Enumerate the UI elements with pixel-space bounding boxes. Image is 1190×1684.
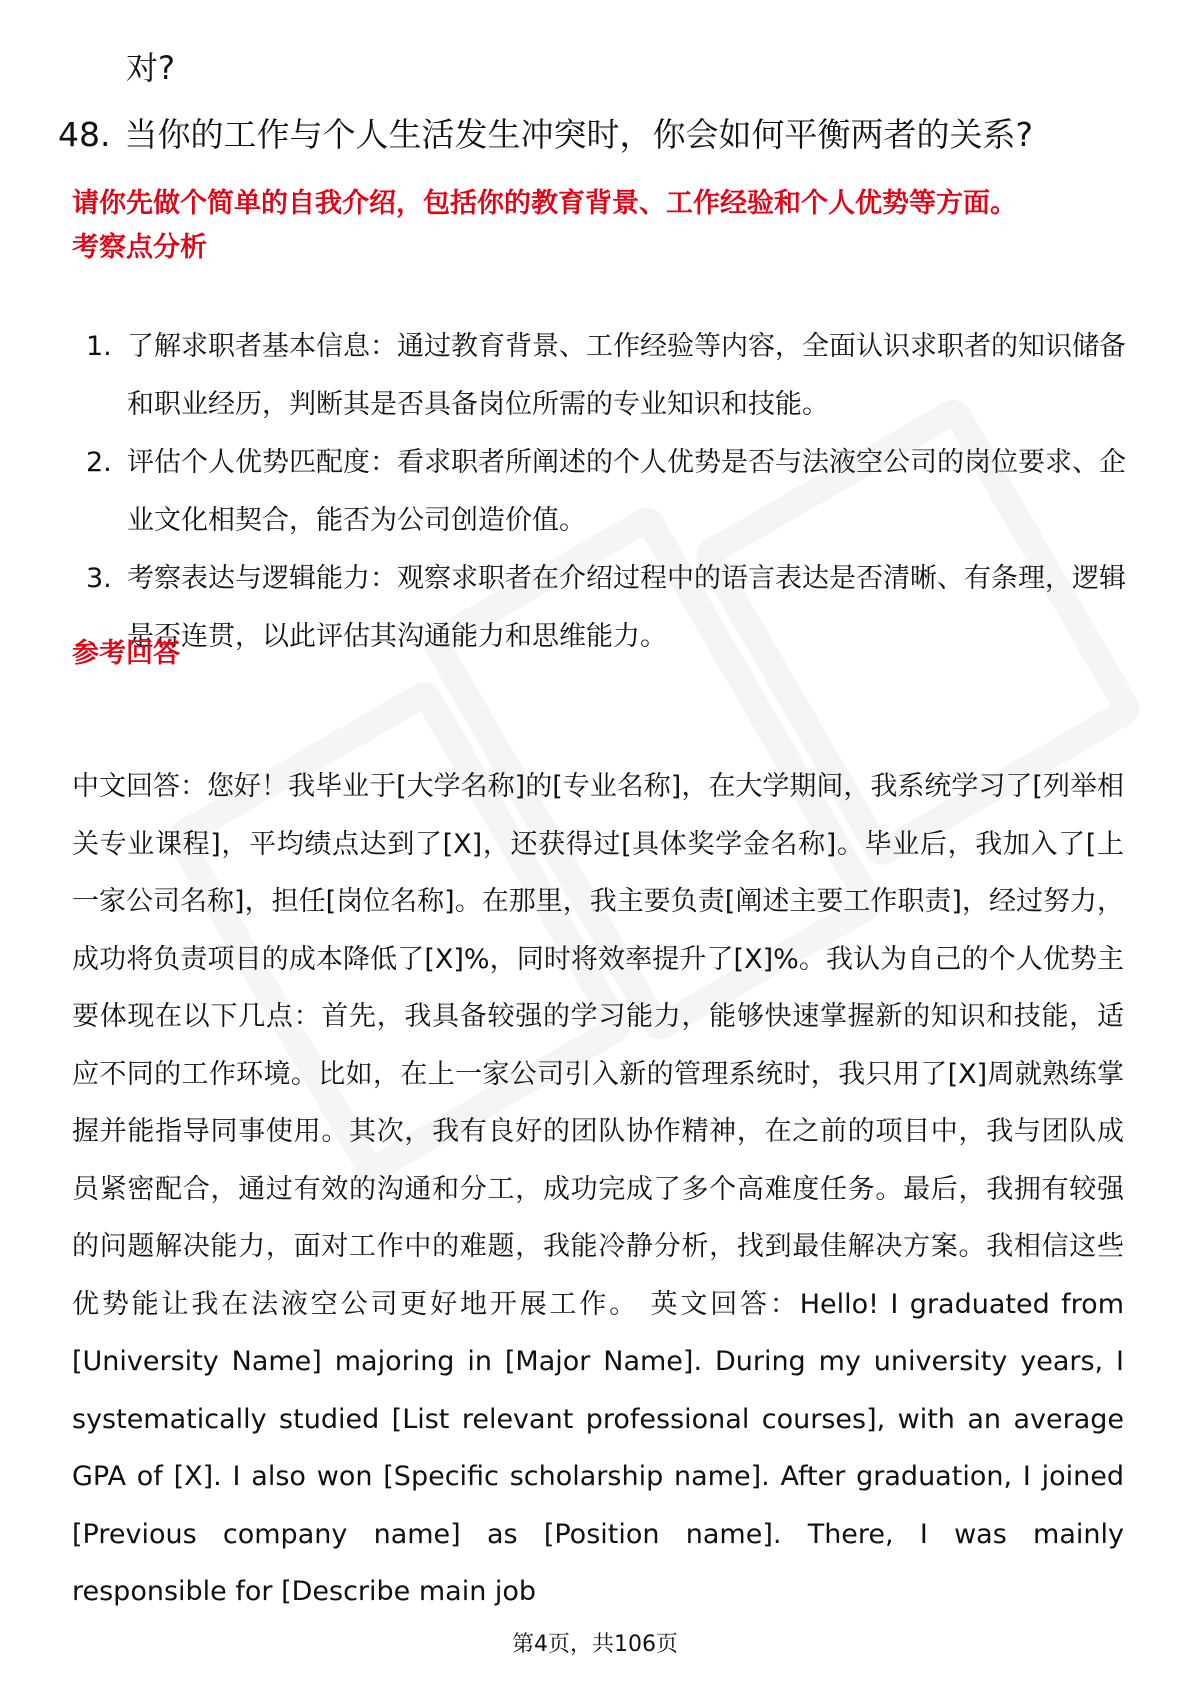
analysis-item xyxy=(72,550,1132,665)
analysis-item-number: 3. xyxy=(86,563,112,594)
analysis-item-text: 了解求职者基本信息：通过教育背景、工作经验等内容，全面认识求职者的知识储备和职业经历，判断其是否具备岗位所需的专业知识和技能。 xyxy=(127,331,1126,420)
analysis-item xyxy=(72,318,1132,433)
reference-heading: 参考回答 xyxy=(72,638,180,669)
analysis-item xyxy=(72,434,1132,549)
page-footer: 第4页，共106页 xyxy=(512,1632,678,1657)
analysis-heading: 考察点分析 xyxy=(72,232,207,263)
interview-question: 请你先做个简单的自我介绍，包括你的教育背景、工作经验和个人优势等方面。 xyxy=(72,188,1017,219)
question-title xyxy=(58,113,1033,157)
analysis-list xyxy=(72,318,1132,666)
reference-answer: 中文回答：您好！我毕业于[大学名称]的[专业名称]，在大学期间，我系统学习了[列举相关专业课程]，平均绩点达到了[X]，还获得过[具体奖学金名称]。毕业后，我加入了[上一家公司名称]，担任[岗位名称]。在那里，我主要负责[阐述主要工作职责]，经过努力，成功将负责项目的成本降低了[X]%，同时将效率提升了[X]%。我认为自己的个人优势主要体现在以下几点：首先，我具备较强的学习能力，能够快速掌握新的知识和技能，适应不同的工作环境。比如，在上一家公司引入新的管理系统时，我只用了[X]周就熟练掌握并能指导同事使用。其次，我有良好的团队协作精神，在之前的项目中，我与团队成员紧密配合，通过有效的沟通和分工，成功完成了多个高难度任务。最后，我拥有较强的问题解决能力，面对工作中的难题，我能冷静分析，找到最佳解决方案。我相信这些优势能让我在法液空公司更好地开展工作。 英文回答：Hello! I graduated from [University Name] majoring in [Major Name]. During my university years, I systematically studied [List relevant professional courses], with an average GPA of [X]. I also won [Specific scholarship name]. After graduation, I joined [Previous company name] as [Position name]. There, I was mainly responsible for [Describe main job xyxy=(72,771,1124,1607)
continuation-text: 对? xyxy=(126,49,175,87)
question-text: 当你的工作与个人生活发生冲突时，你会如何平衡两者的关系? xyxy=(124,115,1033,154)
question-number: 48. xyxy=(58,115,111,154)
analysis-item-number: 1. xyxy=(86,331,112,362)
analysis-item-number: 2. xyxy=(86,447,112,478)
analysis-item-text: 评估个人优势匹配度：看求职者所阐述的个人优势是否与法液空公司的岗位要求、企业文化相契合，能否为公司创造价值。 xyxy=(127,447,1126,536)
analysis-item-text: 考察表达与逻辑能力：观察求职者在介绍过程中的语言表达是否清晰、有条理，逻辑是否连贯，以此评估其沟通能力和思维能力。 xyxy=(127,563,1126,652)
